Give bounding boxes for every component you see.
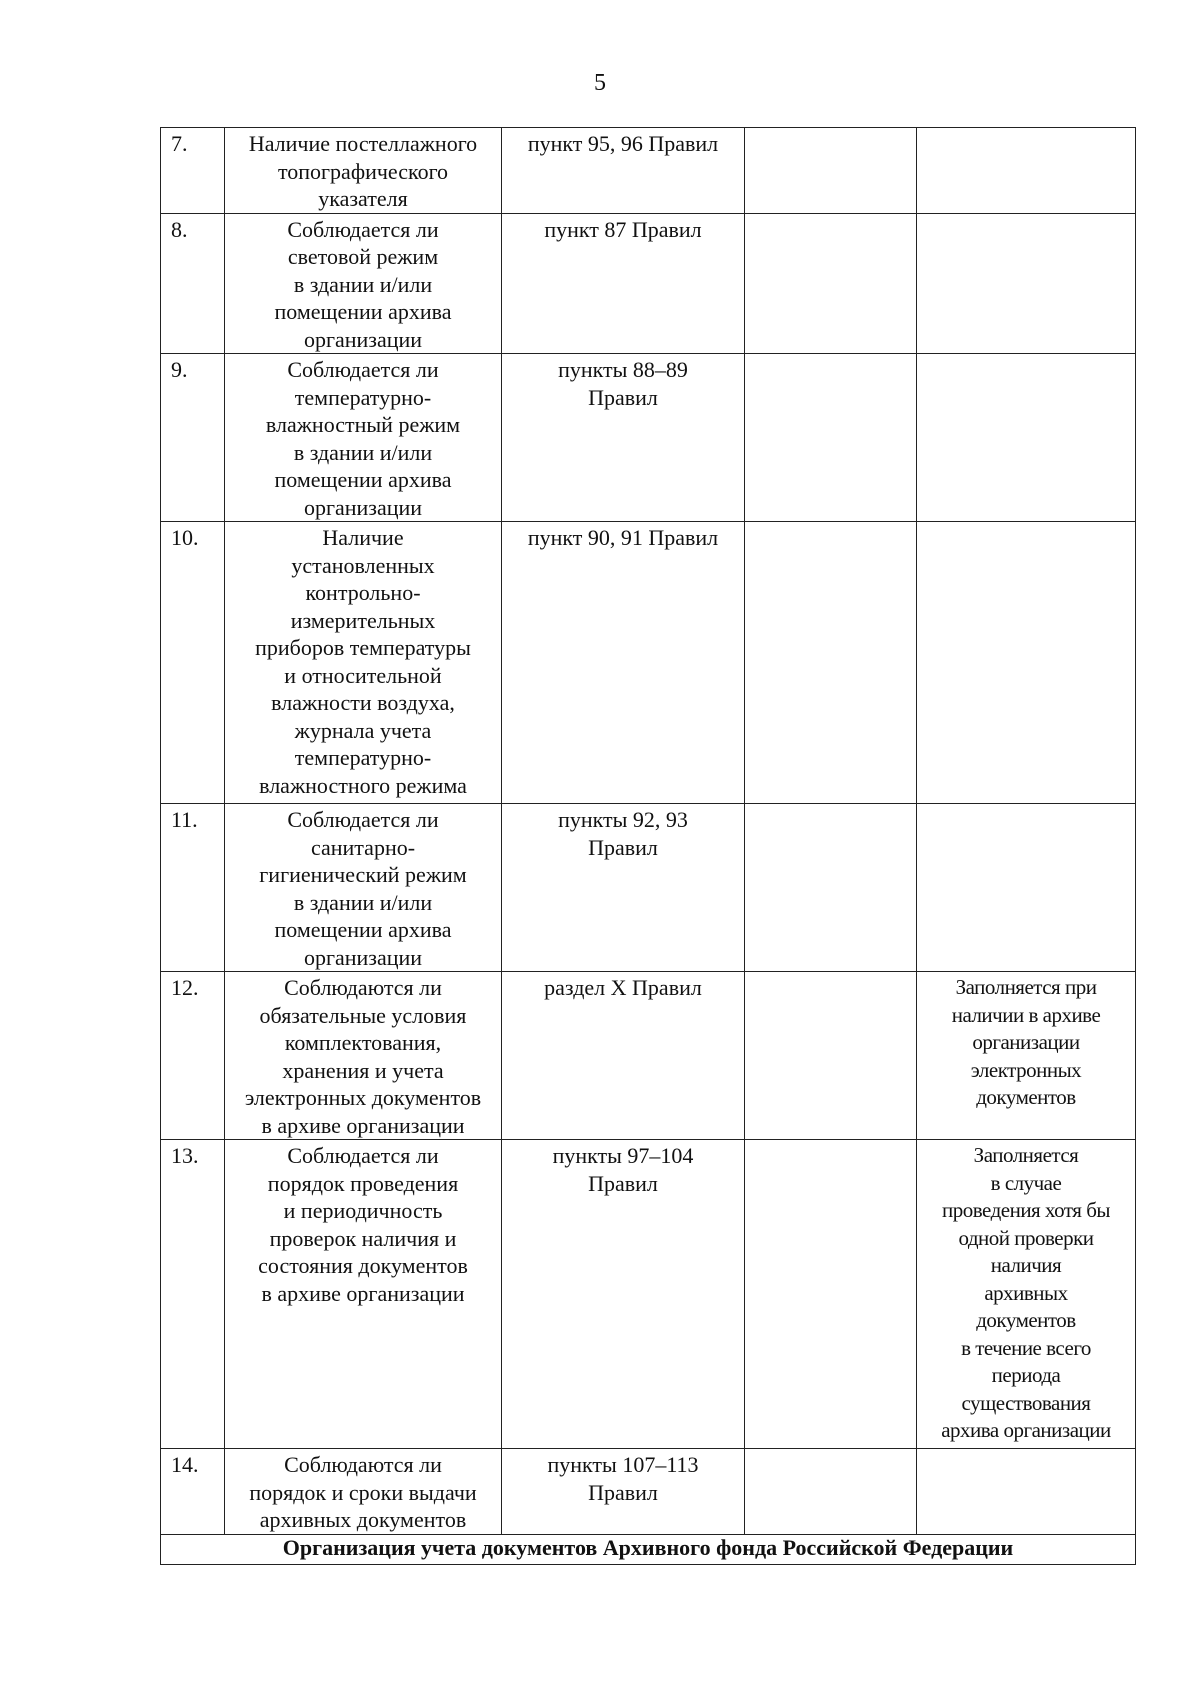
rule-reference-cell	[502, 213, 745, 354]
cell-text-line: периода	[991, 1363, 1061, 1387]
cell-text-line: проведения хотя бы	[942, 1198, 1110, 1222]
cell-text-line: пункты 107–113	[547, 1452, 699, 1477]
mark-cell	[745, 1140, 917, 1449]
cell-text-line: санитарно-	[310, 834, 416, 860]
note-cell	[917, 804, 1136, 972]
requirement-cell	[225, 522, 502, 804]
cell-text-line: хранения и учета	[282, 1057, 444, 1083]
cell-text-line: проверок наличия и	[269, 1225, 457, 1251]
cell-text-line: наличия	[990, 1253, 1062, 1277]
cell-text-line: температурно-	[294, 745, 432, 770]
table-row	[161, 213, 1136, 354]
cell-text-line: журнала учета	[294, 717, 432, 743]
cell-text-line: в случае	[990, 1170, 1062, 1195]
cell-text-line: влажности воздуха,	[271, 690, 455, 715]
cell-text-line: установленных	[291, 552, 435, 578]
cell-text-line: наличии в архиве	[951, 1002, 1101, 1027]
cell-text-line: помещении архива	[274, 467, 452, 492]
mark-cell	[745, 354, 917, 522]
note-cell	[917, 1140, 1136, 1449]
cell-text-line: Соблюдается ли	[287, 1143, 439, 1168]
cell-text-line: Правил	[588, 1170, 658, 1196]
cell-text-line: влажностный режим	[265, 412, 461, 437]
cell-text-line: раздел X Правил	[544, 975, 702, 1000]
requirement-cell	[225, 1449, 502, 1535]
rule-reference-cell	[502, 128, 745, 214]
cell-text-line: Соблюдается ли	[287, 357, 439, 382]
cell-text-line: контрольно-	[305, 580, 421, 605]
cell-text-line: порядок и сроки выдачи	[249, 1479, 477, 1505]
cell-text-line: Соблюдается ли	[287, 807, 439, 832]
rule-reference-cell	[502, 1140, 745, 1449]
note-cell	[917, 1449, 1136, 1535]
row-number: 9.	[161, 354, 225, 522]
page-number: 5	[594, 70, 606, 96]
cell-text-line: указателя	[318, 186, 408, 211]
table-row	[161, 354, 1136, 522]
table-row	[161, 128, 1136, 214]
mark-cell	[745, 804, 917, 972]
mark-cell	[745, 972, 917, 1140]
table-row	[161, 1449, 1136, 1535]
section-heading: Организация учета документов Архивного фонда Российской Федерации	[161, 1534, 1136, 1564]
cell-text-line: комплектования,	[284, 1030, 442, 1055]
cell-text-line: существования	[961, 1390, 1091, 1415]
cell-text-line: Заполняется	[973, 1143, 1079, 1167]
cell-text-line: световой режим	[287, 244, 439, 269]
mark-cell	[745, 128, 917, 214]
table-row	[161, 804, 1136, 972]
rule-reference-cell	[502, 354, 745, 522]
cell-text-line: электронных документов	[244, 1085, 482, 1110]
cell-text-line: приборов температуры	[255, 635, 471, 660]
cell-text-line: состояния документов	[258, 1253, 468, 1278]
cell-text-line: в архиве организации	[261, 1280, 465, 1306]
rule-reference-cell	[502, 522, 745, 804]
cell-text-line: архивных документов	[259, 1507, 467, 1532]
requirement-cell	[225, 804, 502, 972]
rule-reference-cell	[502, 972, 745, 1140]
cell-text-line: в здании и/или	[293, 889, 433, 915]
cell-text-line: в течение всего	[961, 1335, 1091, 1360]
table-row	[161, 522, 1136, 804]
cell-text-line: организации	[303, 944, 423, 970]
cell-text-line: Правил	[588, 1479, 658, 1505]
cell-text-line: в архиве организации	[261, 1112, 465, 1138]
note-cell	[917, 354, 1136, 522]
mark-cell	[745, 522, 917, 804]
cell-text-line: помещении архива	[274, 917, 452, 942]
cell-text-line: пункты 97–104	[552, 1143, 694, 1168]
cell-text-line: помещении архива	[274, 299, 452, 324]
cell-text-line: архива организации	[941, 1418, 1111, 1442]
row-number: 10.	[161, 522, 225, 804]
table-row	[161, 1140, 1136, 1449]
row-number: 8.	[161, 213, 225, 354]
cell-text-line: Соблюдается ли	[287, 216, 439, 242]
cell-text-line: влажностного режима	[259, 772, 467, 798]
requirement-cell	[225, 213, 502, 354]
row-number: 12.	[161, 972, 225, 1140]
cell-text-line: измерительных	[290, 607, 436, 633]
requirement-cell	[225, 128, 502, 214]
cell-text-line: гигиенический режим	[259, 862, 467, 887]
row-number: 11.	[161, 804, 225, 972]
section-heading-row	[161, 1534, 1136, 1564]
cell-text-line: электронных	[970, 1057, 1082, 1082]
cell-text-line: пункты 92, 93	[558, 807, 688, 832]
rule-reference-cell	[502, 1449, 745, 1535]
cell-text-line: Заполняется при	[955, 975, 1097, 999]
checklist-table	[160, 127, 1136, 1565]
table-row	[161, 972, 1136, 1140]
requirement-cell	[225, 354, 502, 522]
cell-text-line: топографического	[277, 158, 449, 184]
cell-text-line: одной проверки	[958, 1225, 1094, 1250]
cell-text-line: обязательные условия	[259, 1002, 467, 1028]
cell-text-line: архивных	[984, 1280, 1068, 1305]
cell-text-line: пункт 95, 96 Правил	[527, 131, 719, 156]
cell-text-line: в здании и/или	[293, 439, 433, 465]
cell-text-line: организации	[303, 326, 423, 352]
cell-text-line: пункт 90, 91 Правил	[527, 525, 719, 550]
cell-text-line: Наличие постеллажного	[248, 131, 478, 156]
note-cell	[917, 128, 1136, 214]
row-number: 7.	[161, 128, 225, 214]
table-body	[161, 128, 1136, 1565]
cell-text-line: организации	[303, 494, 423, 520]
rule-reference-cell	[502, 804, 745, 972]
cell-text-line: документов	[976, 1308, 1076, 1332]
cell-text-line: Соблюдаются ли	[284, 1452, 442, 1477]
note-cell	[917, 522, 1136, 804]
cell-text-line: Наличие	[322, 525, 404, 550]
note-cell	[917, 213, 1136, 354]
cell-text-line: документов	[976, 1085, 1076, 1109]
row-number: 13.	[161, 1140, 225, 1449]
cell-text-line: и периодичность	[283, 1198, 443, 1223]
cell-text-line: организации	[972, 1030, 1080, 1054]
row-number: 14.	[161, 1449, 225, 1535]
cell-text-line: пункт 87 Правил	[544, 216, 702, 242]
cell-text-line: Правил	[588, 384, 658, 410]
note-cell	[917, 972, 1136, 1140]
mark-cell	[745, 213, 917, 354]
requirement-cell	[225, 1140, 502, 1449]
cell-text-line: температурно-	[294, 384, 432, 410]
cell-text-line: порядок проведения	[267, 1170, 459, 1196]
requirement-cell	[225, 972, 502, 1140]
cell-text-line: в здании и/или	[293, 271, 433, 297]
cell-text-line: Правил	[588, 834, 658, 860]
mark-cell	[745, 1449, 917, 1535]
cell-text-line: Соблюдаются ли	[284, 975, 442, 1000]
cell-text-line: пункты 88–89	[558, 357, 688, 382]
cell-text-line: и относительной	[284, 662, 442, 688]
